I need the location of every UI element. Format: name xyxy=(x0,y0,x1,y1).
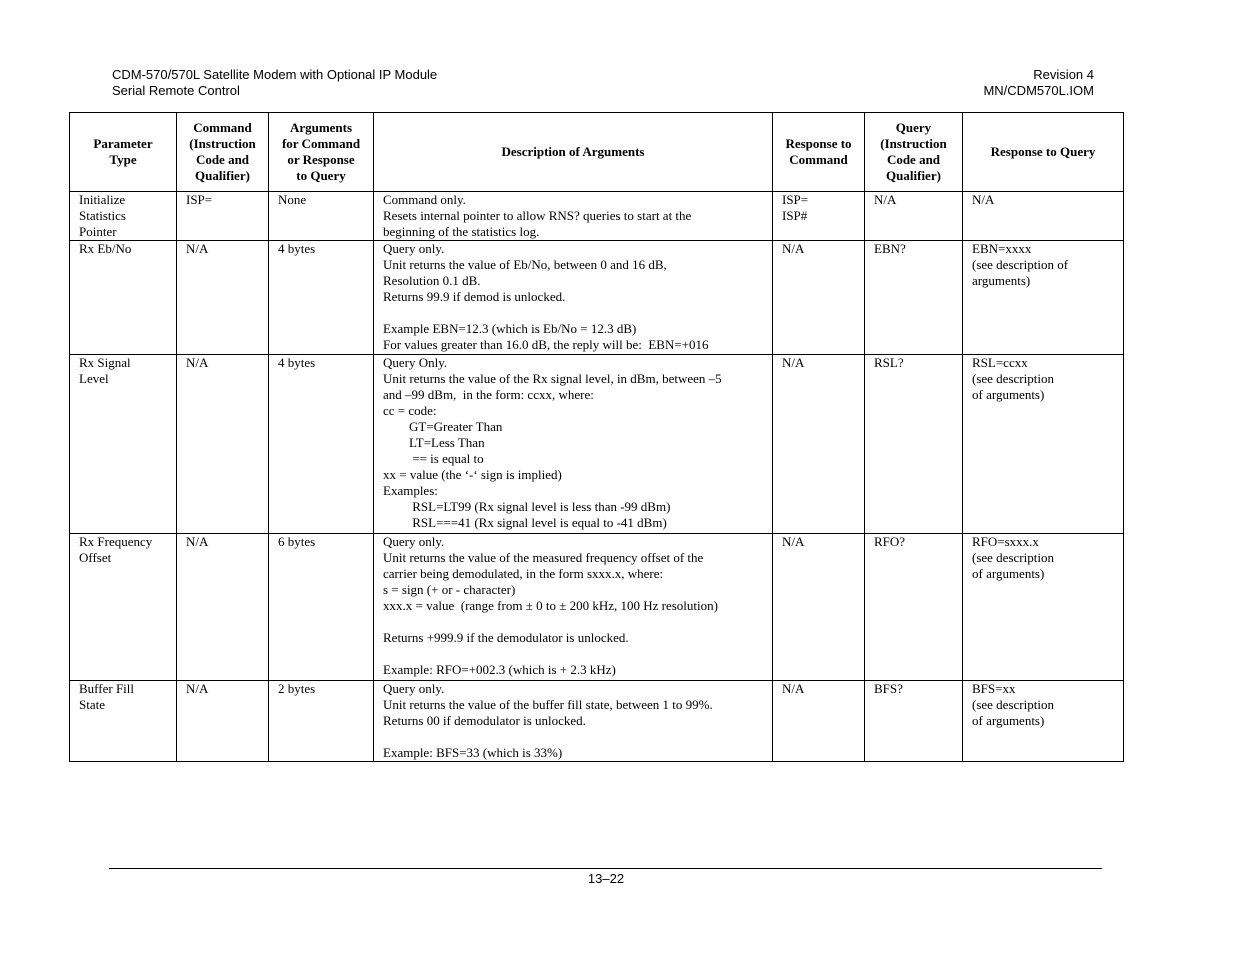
cell-text-line: Rx Eb/No xyxy=(79,241,132,256)
cell-text-line: beginning of the statistics log. xyxy=(383,224,540,239)
cell-text-line xyxy=(383,614,772,630)
cell-command-code xyxy=(177,241,269,355)
cell-text-line: ISP= xyxy=(782,192,809,207)
cell-text-line: of arguments) xyxy=(972,713,1045,728)
cell-response-to-query xyxy=(963,534,1124,681)
cell-text-line: 4 bytes xyxy=(278,241,316,256)
cell-text-line: Query only. xyxy=(383,241,445,256)
cell-text-line: N/A xyxy=(874,192,897,207)
cell-text-line: BFS? xyxy=(874,681,903,696)
column-header-response-to-query: Response to Query xyxy=(963,113,1124,192)
page-number: 13–22 xyxy=(587,871,625,886)
cell-text-line: RSL=LT99 (Rx signal level is less than -99 dBm) xyxy=(383,499,671,514)
cell-text-line: RFO=sxxx.x xyxy=(972,534,1039,549)
cell-arguments xyxy=(269,241,374,355)
cell-text-line: N/A xyxy=(186,241,209,256)
cell-text-line: Unit returns the value of the Rx signal level, in dBm, between –5 xyxy=(383,371,722,386)
table-row xyxy=(70,192,1124,241)
cell-text-line: RSL? xyxy=(874,355,904,370)
cell-text-line: RSL=ccxx xyxy=(972,355,1028,370)
cell-text-line: Level xyxy=(79,371,109,386)
cell-description xyxy=(374,355,773,534)
document-number: MN/CDM570L.IOM xyxy=(983,83,1094,98)
table-body xyxy=(70,192,1124,762)
table-row xyxy=(70,241,1124,355)
cell-text-line: N/A xyxy=(186,681,209,696)
cell-text-line: EBN? xyxy=(874,241,906,256)
cell-response-to-command xyxy=(773,192,865,241)
cell-text-line: LT=Less Than xyxy=(383,435,485,450)
table-row xyxy=(70,534,1124,681)
cell-response-to-query xyxy=(963,355,1124,534)
cell-text-line: Command only. xyxy=(383,192,466,207)
cell-text-line: EBN=xxxx xyxy=(972,241,1032,256)
table-header-row xyxy=(70,113,1124,192)
cell-text-line: Offset xyxy=(79,550,112,565)
cell-text-line: Rx Signal xyxy=(79,355,131,370)
document-title: CDM-570/570L Satellite Modem with Optional IP Module xyxy=(112,67,438,82)
cell-description xyxy=(374,681,773,762)
cell-text-line: Unit returns the value of the buffer fill state, between 1 to 99%. xyxy=(383,697,713,712)
cell-text-line: Unit returns the value of the measured frequency offset of the xyxy=(383,550,704,565)
cell-text-line xyxy=(383,729,772,745)
cell-text-line: Returns 99.9 if demod is unlocked. xyxy=(383,289,566,304)
cell-text-line: N/A xyxy=(782,355,805,370)
cell-text-line: 2 bytes xyxy=(278,681,316,696)
cell-text-line: State xyxy=(79,697,105,712)
cell-query-code xyxy=(865,534,963,681)
cell-text-line: arguments) xyxy=(972,273,1031,288)
revision-label: Revision 4 xyxy=(1033,67,1094,82)
cell-description xyxy=(374,534,773,681)
cell-text-line: N/A xyxy=(186,355,209,370)
cell-arguments xyxy=(269,534,374,681)
cell-text-line: BFS=xx xyxy=(972,681,1016,696)
cell-text-line: Query Only. xyxy=(383,355,448,370)
column-header-response-to-command: Response to Command xyxy=(773,113,865,192)
cell-arguments xyxy=(269,681,374,762)
cell-description xyxy=(374,192,773,241)
document-header-right xyxy=(983,67,1094,99)
cell-query-code xyxy=(865,681,963,762)
cell-text-line: and –99 dBm, in the form: ccxx, where: xyxy=(383,387,594,402)
cell-text-line: Resolution 0.1 dB. xyxy=(383,273,481,288)
cell-text-line: of arguments) xyxy=(972,387,1045,402)
section-title: Serial Remote Control xyxy=(112,83,240,98)
cell-text-line: N/A xyxy=(782,681,805,696)
cell-text-line: of arguments) xyxy=(972,566,1045,581)
cell-response-to-query xyxy=(963,681,1124,762)
cell-query-code xyxy=(865,241,963,355)
cell-text-line: Pointer xyxy=(79,224,117,239)
cell-text-line: s = sign (+ or - character) xyxy=(383,582,516,597)
cell-response-to-command xyxy=(773,681,865,762)
cell-text-line: 4 bytes xyxy=(278,355,316,370)
cell-text-line: == is equal to xyxy=(383,451,484,466)
cell-text-line: Example: BFS=33 (which is 33%) xyxy=(383,745,563,760)
cell-text-line: (see description of xyxy=(972,257,1069,272)
cell-text-line: (see description xyxy=(972,550,1054,565)
table-row xyxy=(70,355,1124,534)
cell-text-line: xxx.x = value (range from ± 0 to ± 200 kHz, 100 Hz resolution) xyxy=(383,598,718,613)
cell-param-type xyxy=(70,681,177,762)
cell-text-line: Unit returns the value of Eb/No, between 0 and 16 dB, xyxy=(383,257,667,272)
cell-response-to-command xyxy=(773,534,865,681)
cell-param-type xyxy=(70,192,177,241)
cell-text-line: (see description xyxy=(972,697,1054,712)
column-header-description: Description of Arguments xyxy=(374,113,773,192)
cell-text-line: None xyxy=(278,192,307,207)
column-header-param-type: Parameter Type xyxy=(70,113,177,192)
cell-text-line: cc = code: xyxy=(383,403,437,418)
cell-text-line: Buffer Fill xyxy=(79,681,135,696)
cell-text-line: Query only. xyxy=(383,681,445,696)
cell-text-line: Example EBN=12.3 (which is Eb/No = 12.3 dB) xyxy=(383,321,637,336)
column-header-query-code: Query (Instruction Code and Qualifier) xyxy=(865,113,963,192)
cell-text-line: 6 bytes xyxy=(278,534,316,549)
cell-text-line: N/A xyxy=(782,241,805,256)
cell-text-line: Examples: xyxy=(383,483,438,498)
cell-command-code xyxy=(177,534,269,681)
cell-text-line: GT=Greater Than xyxy=(383,419,503,434)
cell-text-line: xx = value (the ‘-‘ sign is implied) xyxy=(383,467,562,482)
cell-param-type xyxy=(70,534,177,681)
cell-text-line: (see description xyxy=(972,371,1054,386)
cell-text-line: Statistics xyxy=(79,208,126,223)
cell-text-line: Rx Frequency xyxy=(79,534,153,549)
cell-text-line xyxy=(383,305,772,321)
cell-text-line: For values greater than 16.0 dB, the reply will be: EBN=+016 xyxy=(383,337,709,352)
cell-command-code xyxy=(177,355,269,534)
cell-text-line: Returns 00 if demodulator is unlocked. xyxy=(383,713,586,728)
cell-text-line: ISP= xyxy=(186,192,213,207)
cell-text-line: ISP# xyxy=(782,208,808,223)
footer-rule xyxy=(109,868,1102,869)
cell-text-line: Example: RFO=+002.3 (which is + 2.3 kHz) xyxy=(383,662,616,677)
cell-text-line: Initialize xyxy=(79,192,126,207)
cell-text-line: Resets internal pointer to allow RNS? queries to start at the xyxy=(383,208,692,223)
cell-response-to-command xyxy=(773,241,865,355)
cell-query-code xyxy=(865,355,963,534)
document-header-left xyxy=(112,67,437,99)
cell-arguments xyxy=(269,192,374,241)
cell-text-line xyxy=(383,646,772,662)
cell-response-to-query xyxy=(963,192,1124,241)
cell-text-line: Query only. xyxy=(383,534,445,549)
cell-text-line: N/A xyxy=(186,534,209,549)
cell-text-line: N/A xyxy=(782,534,805,549)
table-row xyxy=(70,681,1124,762)
column-header-arguments: Arguments for Command or Response to Query xyxy=(269,113,374,192)
cell-response-to-command xyxy=(773,355,865,534)
cell-text-line: Returns +999.9 if the demodulator is unlocked. xyxy=(383,630,629,645)
cell-arguments xyxy=(269,355,374,534)
column-header-command-code: Command (Instruction Code and Qualifier) xyxy=(177,113,269,192)
cell-text-line: carrier being demodulated, in the form sxxx.x, where: xyxy=(383,566,664,581)
cell-param-type xyxy=(70,355,177,534)
cell-command-code xyxy=(177,192,269,241)
cell-description xyxy=(374,241,773,355)
cell-param-type xyxy=(70,241,177,355)
cell-command-code xyxy=(177,681,269,762)
cell-text-line: N/A xyxy=(972,192,995,207)
cell-text-line: RSL===41 (Rx signal level is equal to -41 dBm) xyxy=(383,515,667,530)
cell-query-code xyxy=(865,192,963,241)
command-spec-table xyxy=(69,112,1124,762)
cell-text-line: RFO? xyxy=(874,534,906,549)
cell-response-to-query xyxy=(963,241,1124,355)
